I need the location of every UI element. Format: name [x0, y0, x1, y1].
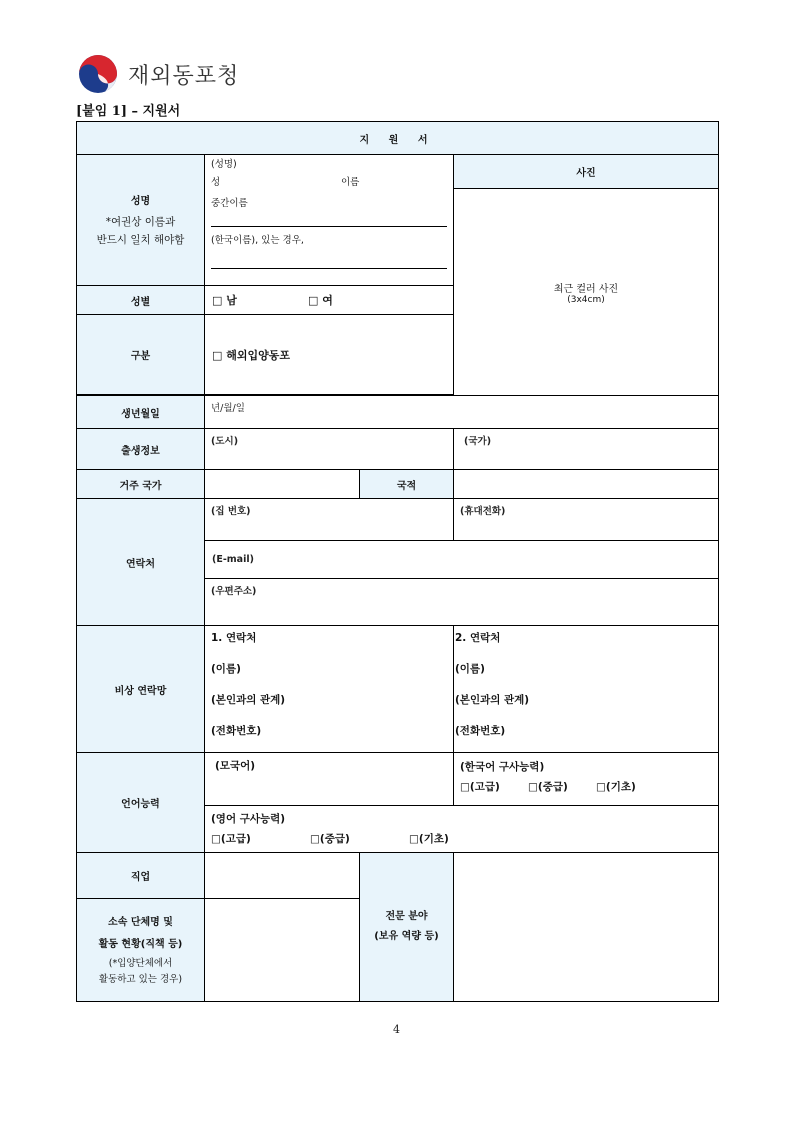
name-note-1: *여권상 이름과 [105, 215, 176, 228]
birth-info-label: 출생정보 [77, 429, 205, 470]
name-input-cell[interactable] [205, 155, 454, 286]
home-phone-hint: (집 번호) [211, 506, 251, 517]
photo-size: (3x4cm) [567, 294, 605, 305]
native-language-hint: (모국어) [215, 760, 256, 772]
birth-city-hint: (도시) [211, 436, 239, 447]
korean-ability-label: (한국어 구사능력) [460, 761, 545, 773]
birth-country-hint: (국가) [464, 436, 492, 447]
surname-label: 성 [211, 177, 221, 188]
birth-country-input[interactable] [454, 429, 719, 470]
expertise-label-1: 전문 분야 [385, 911, 428, 922]
category-adoptee-checkbox[interactable]: □ 해외입양동포 [212, 348, 290, 362]
page-number: 4 [393, 1023, 400, 1036]
english-ability-cell [205, 806, 719, 853]
org-note-1: (*입양단체에서 [108, 958, 173, 969]
native-language-input[interactable] [205, 753, 454, 806]
expertise-label-2: (보유 역량 등) [374, 931, 439, 942]
attachment-title: [붙임 1] – 지원서 [76, 104, 181, 119]
gender-male-checkbox[interactable]: □ 남 [212, 294, 237, 307]
emergency-2-title: 2. 연락처 [455, 632, 501, 644]
birthdate-hint: 년/월/일 [211, 403, 245, 414]
photo-box[interactable] [454, 189, 719, 396]
emergency-2-phone: (전화번호) [455, 725, 506, 737]
english-intermediate-checkbox[interactable]: □(중급) [310, 833, 350, 845]
korean-intermediate-checkbox[interactable]: □(중급) [528, 781, 568, 793]
category-label: 구분 [77, 315, 205, 395]
emergency-label: 비상 연락망 [77, 626, 205, 753]
residence-label: 거주 국가 [77, 470, 205, 499]
english-basic-checkbox[interactable]: □(기초) [409, 833, 449, 845]
middle-name-label: 중간이름 [211, 198, 248, 209]
emergency-2-name: (이름) [455, 663, 485, 675]
english-advanced-checkbox[interactable]: □(고급) [211, 833, 251, 845]
gender-label: 성별 [77, 286, 205, 315]
korean-ability-cell [454, 753, 719, 806]
taegeuk-logo-icon [76, 54, 120, 94]
emergency-1-phone: (전화번호) [211, 725, 262, 737]
birth-city-input[interactable] [205, 429, 454, 470]
form-title: 지 원 서 [77, 122, 719, 155]
mobile-phone-input[interactable] [454, 499, 719, 541]
name-note-2: 반드시 일치 해야함 [96, 233, 185, 246]
emergency-1-relation: (본인과의 관계) [211, 694, 286, 706]
emergency-1-name: (이름) [211, 663, 241, 675]
given-name-label: 이름 [341, 177, 360, 188]
postal-hint: (우편주소) [211, 586, 257, 597]
org-label-1: 소속 단체명 및 [108, 917, 173, 928]
language-label: 언어능력 [77, 753, 205, 853]
org-label-2: 활동 현황(직책 등) [98, 939, 183, 950]
org-name: 재외동포청 [128, 63, 240, 89]
birthdate-label: 생년월일 [77, 396, 205, 429]
nationality-input[interactable] [454, 470, 719, 499]
org-logo [76, 54, 239, 94]
job-input[interactable] [205, 853, 360, 899]
photo-label: 사진 [454, 155, 719, 189]
name-hint: (성명) [211, 159, 237, 170]
email-input[interactable] [205, 541, 719, 579]
mobile-phone-hint: (휴대전화) [460, 506, 506, 517]
birthdate-input[interactable] [205, 396, 719, 429]
english-ability-label: (영어 구사능력) [211, 813, 286, 825]
name-label: 성명 [130, 195, 151, 207]
gender-female-checkbox[interactable]: □ 여 [308, 294, 333, 307]
korean-basic-checkbox[interactable]: □(기초) [596, 781, 636, 793]
emergency-contact-2[interactable] [454, 626, 719, 753]
emergency-contact-1[interactable] [205, 626, 454, 753]
org-input[interactable] [205, 899, 360, 1002]
korean-advanced-checkbox[interactable]: □(고급) [460, 781, 500, 793]
home-phone-input[interactable] [205, 499, 454, 541]
residence-input[interactable] [205, 470, 360, 499]
email-hint: (E-mail) [212, 554, 254, 565]
korean-name-label: (한국이름), 있는 경우, [211, 235, 304, 246]
org-note-2: 활동하고 있는 경우) [98, 974, 183, 985]
name-label-cell [77, 155, 205, 286]
application-form [76, 121, 719, 1002]
job-label: 직업 [77, 853, 205, 899]
emergency-1-title: 1. 연락처 [211, 632, 257, 644]
nationality-label: 국적 [360, 470, 454, 499]
expertise-input[interactable] [454, 853, 719, 1002]
org-label-cell [77, 899, 205, 1002]
expertise-label-cell [360, 853, 454, 1002]
contact-label: 연락처 [77, 499, 205, 626]
emergency-2-relation: (본인과의 관계) [455, 694, 530, 706]
photo-desc: 최근 컬러 사진 [553, 283, 619, 295]
